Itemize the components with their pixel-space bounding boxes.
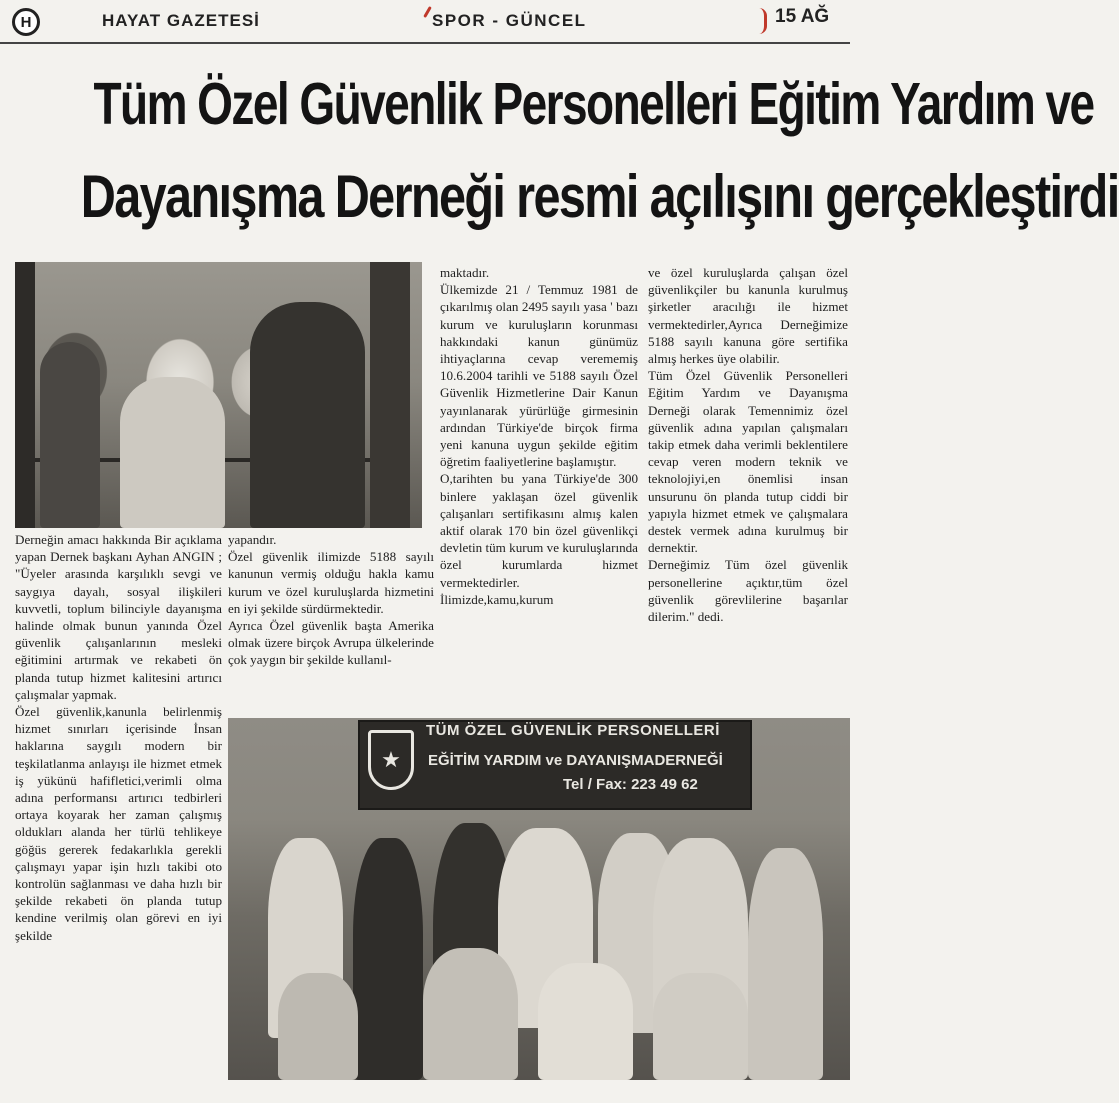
logo-letter: H bbox=[20, 13, 32, 31]
person-right-dark bbox=[250, 302, 365, 528]
issue-date: 15 AĞ bbox=[775, 6, 830, 27]
section-title: SPOR - GÜNCEL bbox=[432, 11, 587, 30]
article-column-2: yapandır. Özel güvenlik ilimizde 5188 sayılı kanunun vermiş olduğu hakla kamu kurum ve özel kuruluşlarda hizmetini en iyi şekilde sürdürmektedir. Ayrıca Özel güvenlik başta Amerika olmak üzere birçok Avrupa ülkelerinde çok yaygın bir şekilde kullanıl- bbox=[228, 532, 434, 668]
door-frame-right bbox=[370, 262, 410, 528]
article-column-1: Derneğin amacı hakkında Bir açıklama yapan Dernek başkanı Ayhan ANGIN ; "Üyeler arasında karşılıklı sevgi ve saygıya dayalı, sosyal ilişkileri kuvvetli, toplum bilinciyle dayanışma halinde olmak bunun yanında Özel güvenlik çalışanlarının mesleki eğitimini artırmak ve rekabeti ön planda tutup hizmet kalitesini artırıcı çalışmalar yapmak. Özel güvenlik,kanunla belirlenmiş hizmet sınırları içerisinde İnsan haklarına saygılı modern bir teşkilatlanma anlayışı ile hizmet etmek iş yükünü hafifletici,verimli olma adına performansı artırıcı tedbirleri ortaya koyarak her zaman çalışmış oldukları alanda her türlü tehlikeye göğüs gererek fedakarlıkla gerekli çalışmayı yapar işin hızlı takibi oto kontrolün sağlanması ve daha hızlı bir şekilde rekabeti ön planda tutup kendine verilmiş olan görevi en iyi şekilde bbox=[15, 532, 222, 943]
star-emblem-icon: ★ bbox=[368, 730, 414, 790]
red-pen-mark bbox=[423, 6, 432, 18]
sign-text-line-3: Tel / Fax: 223 49 62 bbox=[563, 776, 698, 793]
seated-person bbox=[423, 948, 518, 1080]
standing-person bbox=[748, 848, 823, 1080]
sign-text-line-1: TÜM ÖZEL GÜVENLİK PERSONELLERİ bbox=[426, 722, 720, 739]
headline-line-2: Dayanışma Derneği resmi açılışını gerçekleştirdi bbox=[80, 163, 1119, 230]
group-photo bbox=[228, 718, 850, 1080]
seated-person bbox=[538, 963, 633, 1080]
person-center-light bbox=[120, 377, 225, 528]
seated-person bbox=[653, 973, 748, 1080]
seated-person bbox=[278, 973, 358, 1080]
ribbon-cutting-photo bbox=[15, 262, 422, 528]
header-divider bbox=[0, 42, 850, 44]
article-column-3: maktadır. Ülkemizde 21 / Temmuz 1981 de çıkarılmış olan 2495 sayılı yasa ' bazı kurum ve kuruluşların korunması hakkındaki kanun günümüz ihtiyaçlarına cevap verememiş 10.6.2004 tarihli ve 5188 sayılı Özel Güvenlik Hizmetlerine Dair Kanun yayınlanarak yürürlüğe girmesinin ardından Türkiye'de birçok firma yeni kanuna uygun şekilde eğitim öğretim faaliyetlerine başlamıştır. O,tarihten bu yana Türkiye'de 300 binlere yaklaşan özel güvenlik çalışanları sertifikasını almış kalen aktif olarak 170 bin özel güvenlikçi devletin tüm kurum ve kuruluşlarında özel kurumlarda hizmet vermektedirler. İlimizde,kamu,kurum bbox=[440, 265, 638, 607]
sign-text-line-2: EĞİTİM YARDIM ve DAYANIŞMADERNEĞİ bbox=[428, 752, 723, 769]
door-frame-left bbox=[15, 262, 35, 528]
article-column-4: ve özel kuruluşlarda çalışan özel güvenlikçiler bu kanunla kurulmuş şirketler aracılığı ile hizmet vermektedirler,Ayrıca Derneğimize 5188 sayılı kanuna göre sertifika almış herkes üye olabilir. Tüm Özel Güvenlik Personelleri Eğitim Yardım ve Dayanışma Derneği olarak Temennimiz özel güvenlik adına yapılan çalışmaları takip etmek daha verimli beklentilere cevap veren modern teknik ve teknolojiyi,en önemlisi insan unsurunu ön planda tutup ciddi bir yapıyla hizmet etmek ve çalışmalara destek vermek adına kurulmuş bir dernektir. Derneğimiz Tüm özel güvenlik personellerine açıktır,tüm özel güvenlik görevlilerine başarılar dilerim." dedi. bbox=[648, 265, 848, 625]
red-bracket-mark bbox=[756, 8, 767, 34]
masthead: HAYAT GAZETESİ bbox=[102, 11, 260, 30]
newspaper-logo bbox=[12, 8, 40, 36]
headline-line-1: Tüm Özel Güvenlik Personelleri Eğitim Yardım ve bbox=[93, 71, 1094, 137]
standing-person bbox=[353, 838, 423, 1080]
person-left bbox=[40, 342, 100, 528]
